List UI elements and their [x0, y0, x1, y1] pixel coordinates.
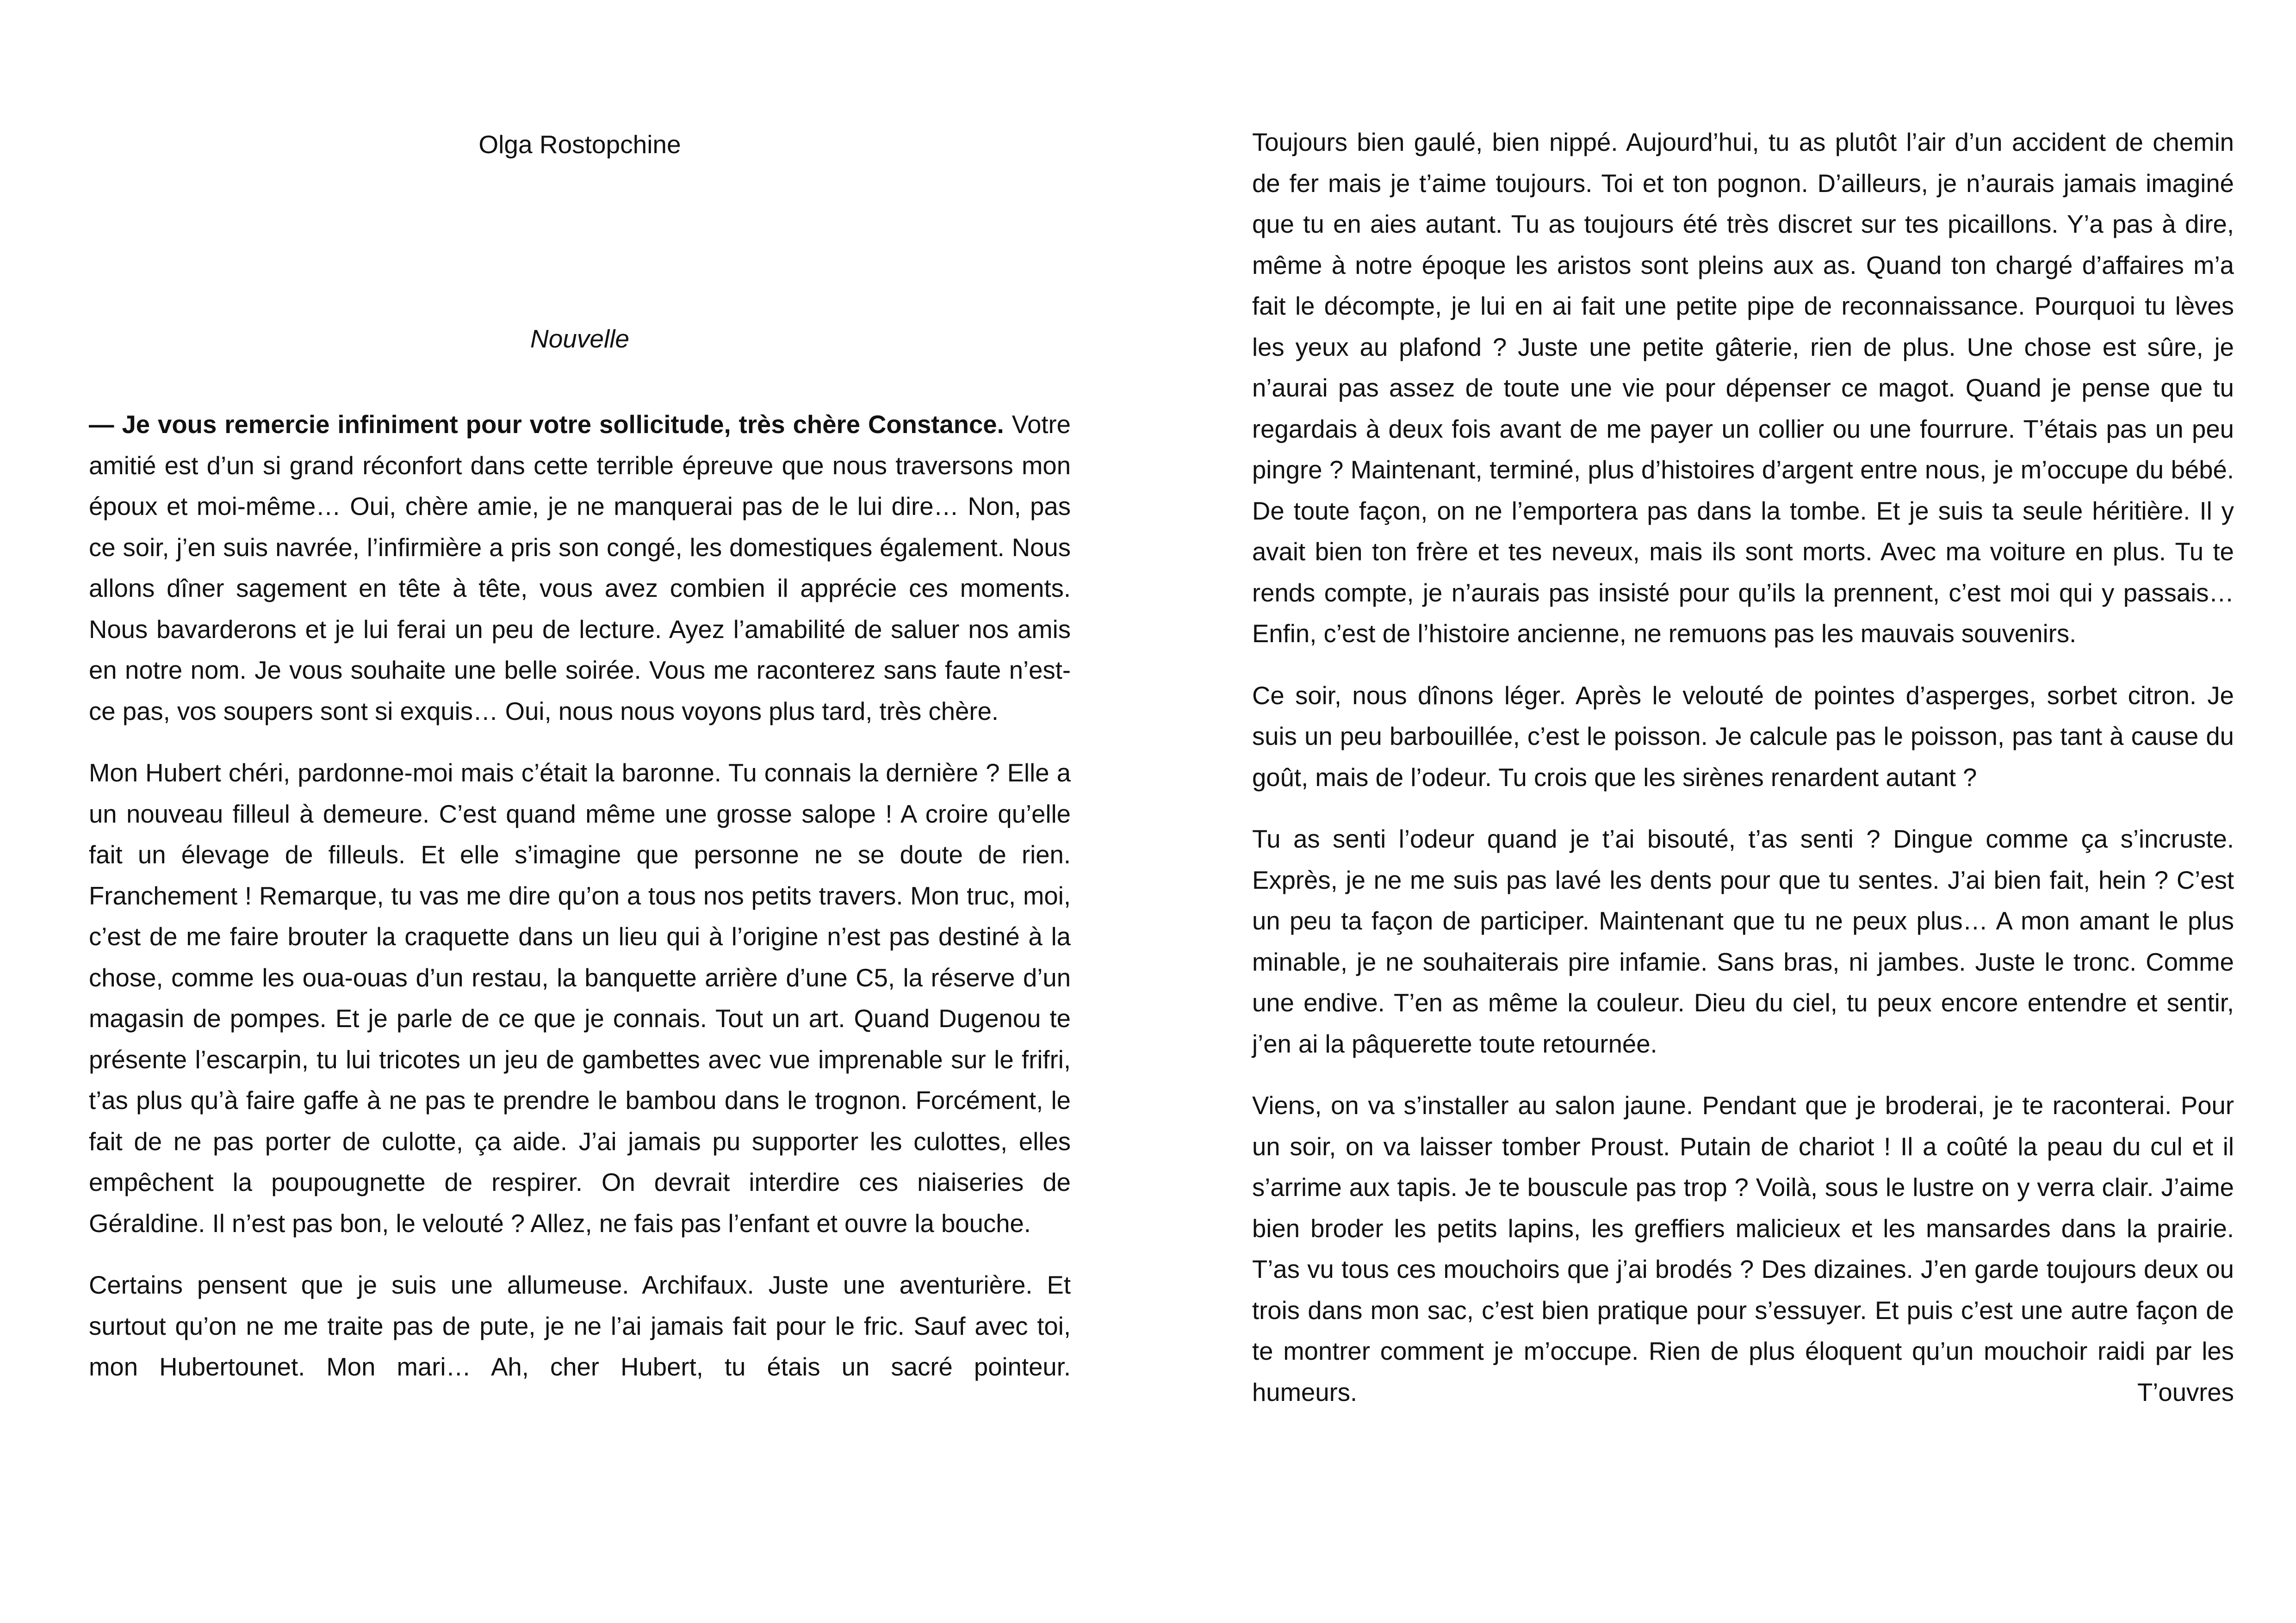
story-subtitle: Nouvelle — [530, 324, 629, 353]
paragraph: Mon Hubert chéri, pardonne-moi mais c’était la baronne. Tu connais la dernière ? Elle a un nouveau filleul à demeure. C’est quand même une grosse salope ! A croire qu’elle fait un élevage de filleuls. Et elle s’imagine que personne ne se doute de rien. Franchement ! Remarque, tu vas me dire qu’on a tous nos petits travers. Mon truc, moi, c’est de me faire brouter la craquette dans un lieu qui à l’origine n’est pas destiné à la chose, comme les oua-ouas d’un restau, la banquette arrière d’une C5, la réserve d’un magasin de pompes. Et je parle de ce que je connais. Tout un art. Quand Dugenou te présente l’escarpin, tu lui tricotes un jeu de gambettes avec vue imprenable sur le frifri, t’as plus qu’à faire gaffe à ne pas te prendre le bambou dans le trognon. Forcément, le fait de ne pas porter de culotte, ça aide. J’ai jamais pu supporter les culottes, elles empêchent la poupougnette de respirer. On devrait interdire ces niaiseries de Géraldine. Il n’est pas bon, le velouté ? Allez, ne fais pas l’enfant et ouvre la bouche. — [89, 759, 1071, 1238]
paragraph: Tu as senti l’odeur quand je t’ai bisouté, t’as senti ? Dingue comme ça s’incruste. Exprès, je ne me suis pas lavé les dents pour que tu sentes. J’ai bien fait, hein ? C’est un peu ta façon de participer. Maintenant que tu ne peux plus… A mon amant le plus minable, je ne souhaiterais pire infamie. Sans bras, ni jambes. Juste le tronc. Comme une endive. T’en as même la couleur. Dieu du ciel, tu peux encore entendre et sentir, j’en ai la pâquerette toute retournée. — [1252, 825, 2234, 1058]
left-page-body — [89, 404, 1071, 1388]
paragraph: Certains pensent que je suis une allumeuse. Archifaux. Juste une aventurière. Et surtout qu’on ne me traite pas de pute, je ne l’ai jamais fait pour le fric. Sauf avec toi, mon Hubertounet. Mon mari… Ah, cher Hubert, tu étais un sacré pointeur. — [89, 1271, 1071, 1381]
dialogue-lead: — Je vous remercie infiniment pour votre sollicitude, très chère Constance. — [89, 410, 1004, 439]
author-name: Olga Rostopchine — [478, 130, 681, 159]
paragraph: Ce soir, nous dînons léger. Après le velouté de pointes d’asperges, sorbet citron. Je suis un peu barbouillée, c’est le poisson. Je calcule pas le poisson, pas tant à cause du goût, mais de l’odeur. Tu crois que les sirènes renardent autant ? — [1252, 681, 2234, 792]
paragraph: Viens, on va s’installer au salon jaune. Pendant que je broderai, je te raconterai. Pour un soir, on va laisser tomber Proust. Putain de chariot ! Il a coûté la peau du cul et il s’arrime aux tapis. Je te bouscule pas trop ? Voilà, sous le lustre on y verra clair. J’aime bien broder les petits lapins, les greffiers malicieux et les mansardes dans la prairie. T’as vu tous ces mouchoirs que j’ai brodés ? Des dizaines. J’en garde toujours deux ou trois dans mon sac, c’est bien pratique pour s’essuyer. Et puis c’est une autre façon de te montrer comment je m’occupe. Rien de plus éloquent qu’un mouchoir raidi par les humeurs. T’ouvres — [1252, 1091, 2234, 1406]
left-page — [89, 0, 1071, 1623]
paragraph — [89, 404, 1071, 732]
right-page — [1252, 0, 2234, 1623]
right-page-body — [1252, 122, 2234, 1413]
paragraph-text: Votre amitié est d’un si grand réconfort dans cette terrible épreuve que nous traversons mon époux et moi-même… Oui, chère amie, je ne manquerai pas de le lui dire… Non, pas ce soir, j’en suis navrée, l’infirmière a pris son congé, les domestiques également. Nous allons dîner sagement en tête à tête, vous avez combien il apprécie ces moments. Nous bavarderons et je lui ferai un peu de lecture. Ayez l’amabilité de saluer nos amis en notre nom. Je vous souhaite une belle soirée. Vous me raconterez sans faute n’est-ce pas, vos soupers sont si exquis… Oui, nous nous voyons plus tard, très chère. — [89, 410, 1071, 725]
paragraph: Toujours bien gaulé, bien nippé. Aujourd’hui, tu as plutôt l’air d’un accident de chemin de fer mais je t’aime toujours. Toi et ton pognon. D’ailleurs, je n’aurais jamais imaginé que tu en aies autant. Tu as toujours été très discret sur tes picaillons. Y’a pas à dire, même à notre époque les aristos sont pleins aux as. Quand ton chargé d’affaires m’a fait le décompte, je lui en ai fait une petite pipe de reconnaissance. Pourquoi tu lèves les yeux au plafond ? Juste une petite gâterie, rien de plus. Une chose est sûre, je n’aurai pas assez de toute une vie pour dépenser ce magot. Quand je pense que tu regardais à deux fois avant de me payer un collier ou une fourrure. T’étais pas un peu pingre ? Maintenant, terminé, plus d’histoires d’argent entre nous, je m’occupe du bébé. De toute façon, on ne l’emportera pas dans la tombe. Et je suis ta seule héritière. Il y avait bien ton frère et tes neveux, mais ils sont morts. Avec ma voiture en plus. Tu te rends compte, je n’aurais pas insisté pour qu’ils la prennent, c’est moi qui y passais… Enfin, c’est de l’histoire ancienne, ne remuons pas les mauvais souvenirs. — [1252, 128, 2234, 648]
